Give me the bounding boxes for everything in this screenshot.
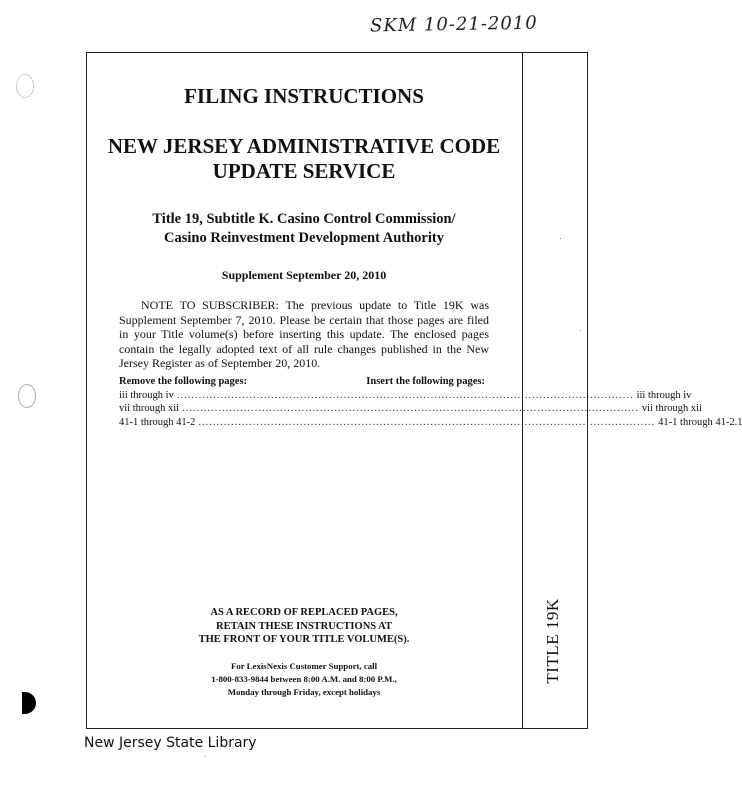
- retain-line3: THE FRONT OF YOUR TITLE VOLUME(S).: [198, 634, 410, 645]
- table-row: [119, 402, 702, 416]
- scan-mark: [22, 692, 36, 714]
- insert-range: iii through iv: [636, 389, 692, 401]
- leader-dots: ..............................................................................................................................: [198, 416, 656, 428]
- subtitle: [86, 210, 522, 248]
- retain-line1: AS A RECORD OF REPLACED PAGES,: [210, 607, 398, 618]
- page-title: FILING INSTRUCTIONS: [184, 84, 424, 108]
- subscriber-note: NOTE TO SUBSCRIBER: The previous update to Title 19K was Supplement September 7, 2010. Please be certain that those pages are filed in your Title volume(s) before inserting this update. The enclosed pages contain the legally adopted text of all rule changes published in the New Jersey Register as of September 20, 2010.: [119, 298, 489, 370]
- punch-hole: [18, 384, 36, 408]
- remove-range: iii through iv: [119, 389, 174, 401]
- remove-range: vii through xii: [119, 403, 180, 414]
- code-title-line2: UPDATE SERVICE: [212, 159, 396, 183]
- insert-range: vii through xii: [641, 403, 702, 414]
- spine-label: TITLE 19K: [543, 598, 562, 684]
- subtitle-line2: Casino Reinvestment Development Authority: [164, 230, 444, 246]
- leader-dots: ..............................................................................................................................: [182, 403, 639, 414]
- table-row: [119, 389, 692, 403]
- library-stamp: New Jersey State Library: [84, 735, 257, 751]
- leader-dots: ..............................................................................................................................: [176, 389, 634, 401]
- retain-line2: RETAIN THESE INSTRUCTIONS AT: [216, 620, 392, 632]
- punch-hole: [16, 74, 34, 98]
- scan-speck: [580, 330, 581, 331]
- customer-support: [86, 660, 522, 699]
- remove-range: 41-1 through 41-2: [119, 416, 196, 428]
- table-row: [119, 416, 742, 430]
- pages-header: [119, 375, 485, 389]
- insert-range: 41-1 through 41-2.1: [658, 416, 742, 428]
- code-title: [86, 134, 522, 184]
- support-line2: 1-800-833-9844 between 8:00 A.M. and 8:00 P.M.,: [211, 674, 397, 684]
- support-line1: For LexisNexis Customer Support, call: [230, 661, 378, 671]
- handwritten-note: SKM 10-21-2010: [369, 12, 538, 37]
- insert-header: Insert the following pages:: [366, 376, 485, 387]
- scan-speck: [205, 756, 206, 757]
- remove-header: Remove the following pages:: [119, 376, 248, 387]
- support-line3: Monday through Friday, except holidays: [227, 687, 381, 697]
- code-title-line1: NEW JERSEY ADMINISTRATIVE CODE: [107, 134, 501, 158]
- retain-instructions: [86, 606, 522, 647]
- scan-speck: [560, 238, 561, 239]
- subtitle-line1: Title 19, Subtitle K. Casino Control Commission/: [152, 211, 456, 227]
- pages-table: [119, 375, 742, 429]
- supplement-date: Supplement September 20, 2010: [221, 268, 387, 282]
